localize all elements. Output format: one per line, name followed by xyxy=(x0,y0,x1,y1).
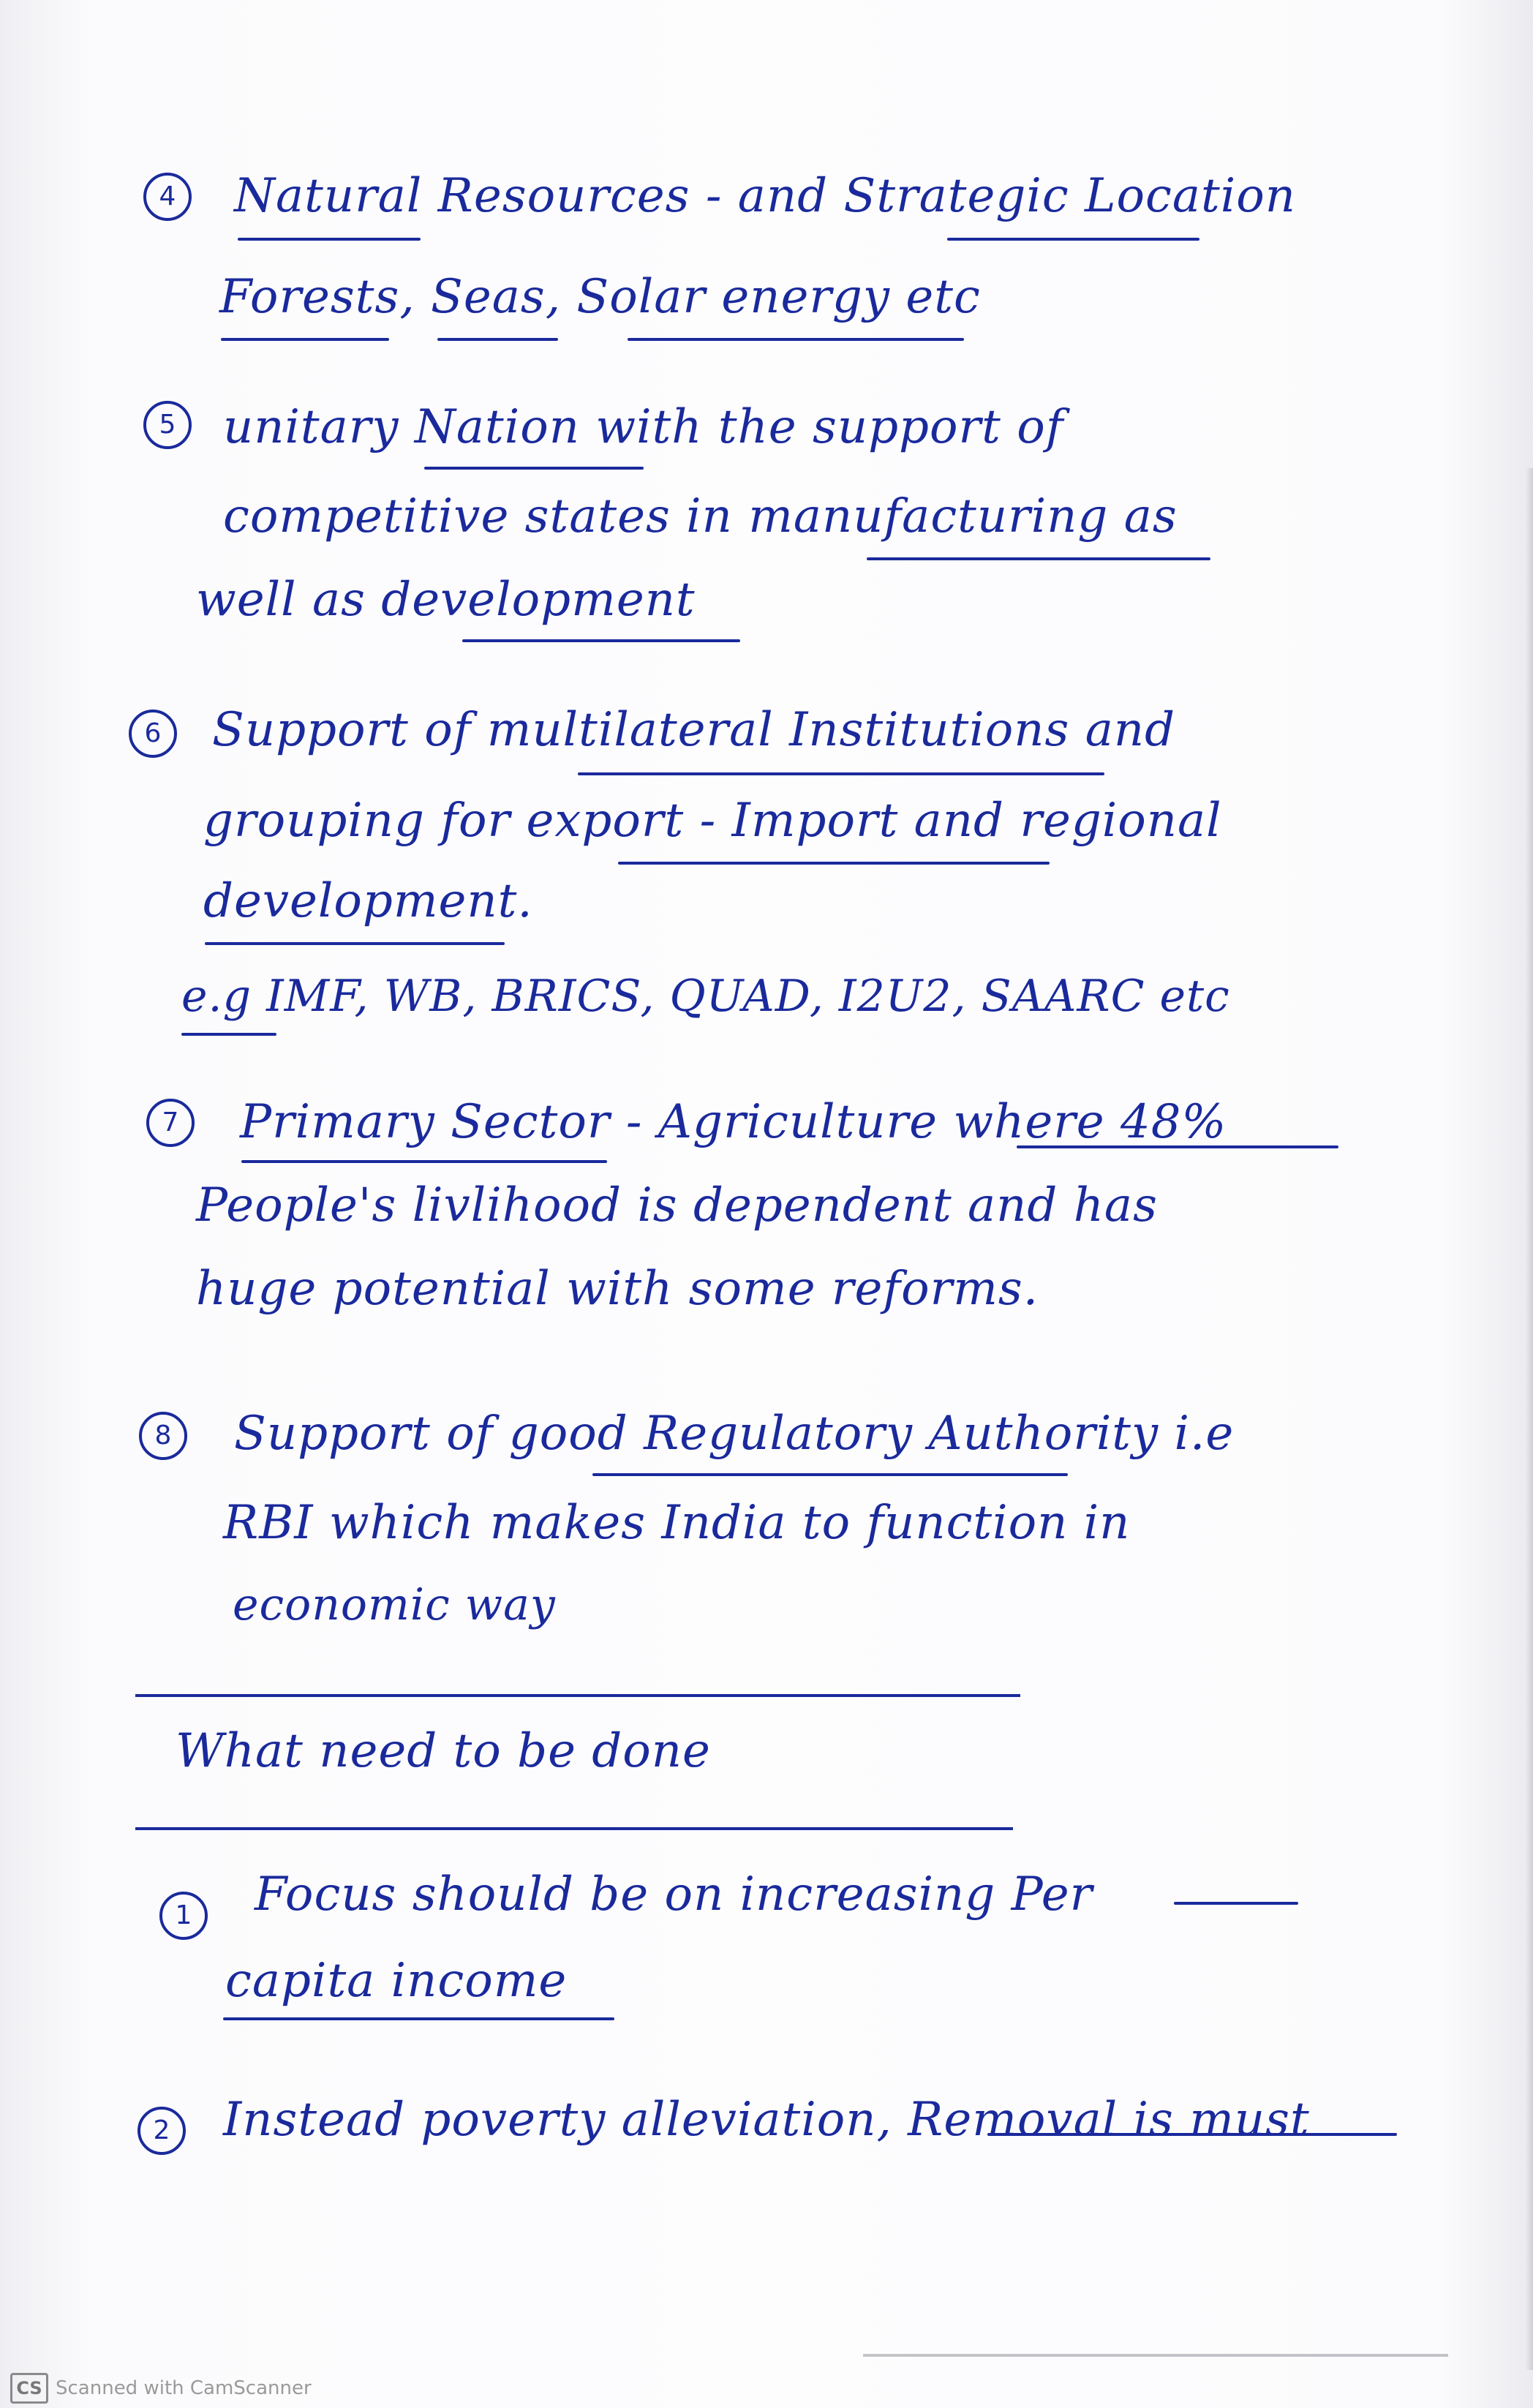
item-7-line-3: huge potential with some reforms. xyxy=(196,1262,1039,1316)
camscanner-logo: CS xyxy=(10,2373,48,2404)
underline xyxy=(241,1160,607,1163)
page-bottom-edge xyxy=(863,2354,1448,2357)
item-number-7: 7 xyxy=(146,1099,195,1147)
underline xyxy=(437,338,558,341)
underline xyxy=(628,338,964,341)
item-number-4: 4 xyxy=(143,173,192,221)
item-number-5: 5 xyxy=(143,401,192,449)
underline xyxy=(223,2017,614,2020)
item-4-line-1: Natural Resources - and Strategic Location xyxy=(234,169,1296,223)
item-5-line-1: unitary Nation with the support of xyxy=(223,400,1064,454)
watermark-text: Scanned with CamScanner xyxy=(56,2377,312,2399)
underline xyxy=(205,942,505,945)
item-number-6: 6 xyxy=(129,710,177,758)
todo-number-1: 1 xyxy=(159,1892,208,1940)
item-5-line-3: well as development xyxy=(196,573,696,627)
underline xyxy=(947,238,1199,241)
item-6-line-4: e.g IMF, WB, BRICS, QUAD, I2U2, SAARC etc xyxy=(181,971,1230,1022)
item-5-line-2: competitive states in manufacturing as xyxy=(223,489,1178,543)
item-6-line-3: development. xyxy=(203,874,533,928)
underline xyxy=(618,862,1050,865)
item-number-8: 8 xyxy=(139,1412,187,1460)
item-7-line-1: Primary Sector - Agriculture where 48% xyxy=(240,1095,1227,1149)
item-7-line-2: People's livlihood is dependent and has xyxy=(196,1178,1158,1233)
item-6-line-1: Support of multilateral Institutions and xyxy=(212,703,1176,757)
underline xyxy=(578,772,1104,775)
todo-1-line-1: Focus should be on increasing Per xyxy=(255,1867,1093,1922)
item-8-line-1: Support of good Regulatory Authority i.e xyxy=(234,1407,1235,1461)
underline xyxy=(462,639,740,642)
underline xyxy=(1174,1902,1298,1905)
item-6-line-2: grouping for export - Import and regional xyxy=(203,794,1222,848)
underline xyxy=(424,467,644,470)
todo-1-line-2: capita income xyxy=(225,1954,568,2008)
horizontal-rule-bottom xyxy=(135,1827,1013,1830)
todo-2-line-1: Instead poverty alleviation, Removal is must xyxy=(223,2093,1310,2147)
item-4-line-2: Forests, Seas, Solar energy etc xyxy=(219,270,981,324)
underline xyxy=(238,238,421,241)
underline xyxy=(867,557,1210,560)
page-edge-shadow xyxy=(1526,468,1533,2370)
underline xyxy=(987,2133,1397,2136)
horizontal-rule-top xyxy=(135,1694,1020,1697)
todo-number-2: 2 xyxy=(138,2107,186,2155)
underline xyxy=(1017,1145,1338,1148)
section-heading: What need to be done xyxy=(176,1724,711,1778)
underline xyxy=(592,1473,1068,1476)
underline xyxy=(221,338,389,341)
scanner-watermark xyxy=(10,2373,312,2404)
item-8-line-2: RBI which makes India to function in xyxy=(223,1496,1131,1550)
underline xyxy=(181,1033,276,1036)
item-8-line-3: economic way xyxy=(233,1579,556,1630)
